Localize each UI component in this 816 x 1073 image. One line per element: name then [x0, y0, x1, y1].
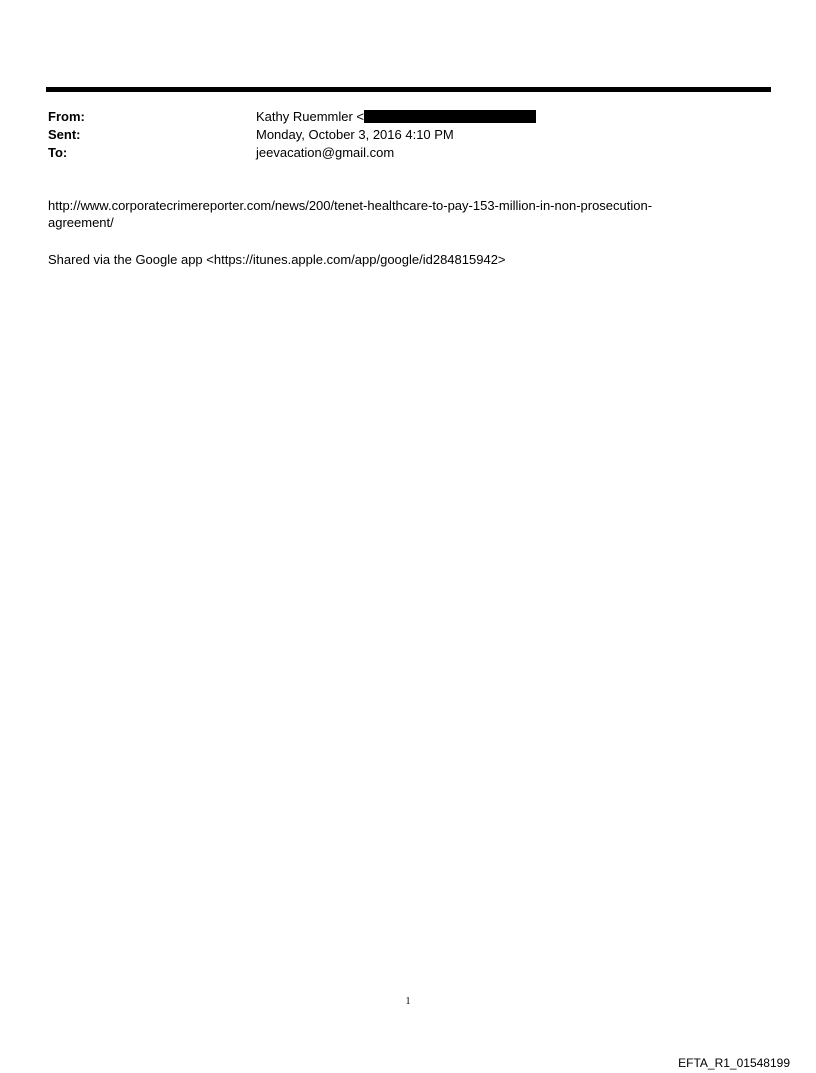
sent-label: Sent:: [48, 127, 81, 142]
to-label: To:: [48, 145, 68, 160]
shared-via-line: Shared via the Google app <https://itunes.apple.com/app/google/id284815942>: [48, 252, 506, 267]
to-value: jeevacation@gmail.com: [256, 145, 395, 160]
page-number: 1: [405, 996, 411, 1007]
sent-row: [48, 126, 454, 143]
article-link[interactable]: [48, 197, 748, 231]
header-divider: [46, 87, 771, 92]
from-row: [48, 108, 536, 125]
from-label: From:: [48, 109, 85, 124]
from-value: [256, 108, 536, 125]
sender-name: Kathy Ruemmler <: [256, 109, 365, 124]
document-id: EFTA_R1_01548199: [678, 1056, 790, 1070]
article-link-line-1: http://www.corporatecrimereporter.com/news/200/tenet-healthcare-to-pay-153-million-in-non-prosecution-: [48, 198, 653, 213]
article-link-line-2: agreement/: [48, 215, 114, 230]
redaction-block: [364, 110, 536, 123]
sent-value: Monday, October 3, 2016 4:10 PM: [256, 127, 454, 142]
to-row: [48, 144, 394, 161]
